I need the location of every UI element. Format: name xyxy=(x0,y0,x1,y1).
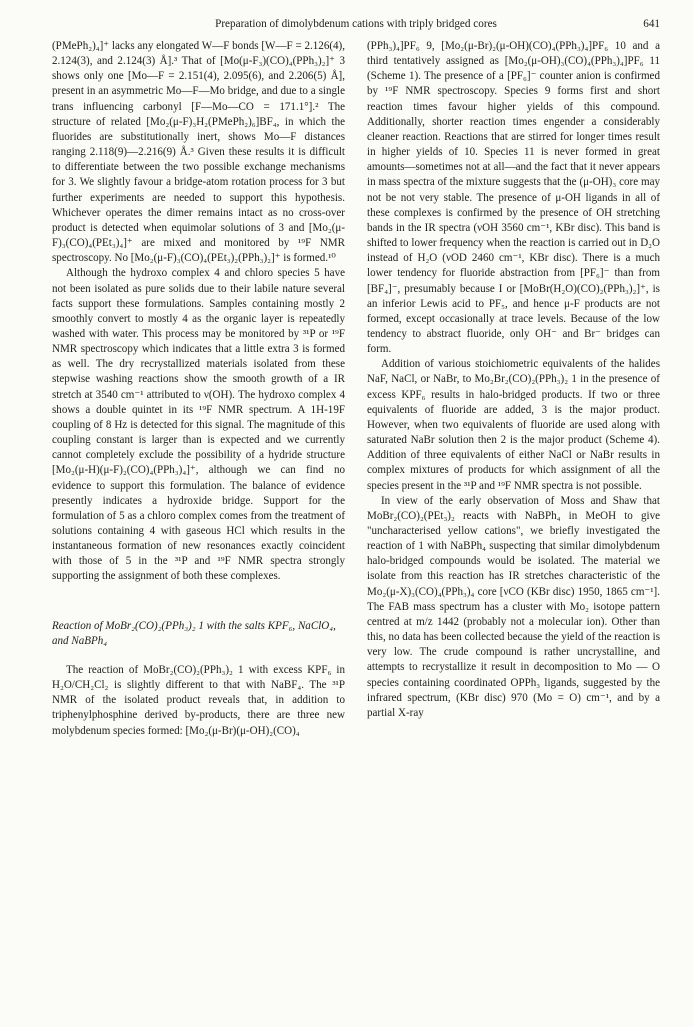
paragraph: (PPh₃)₄]PF₆ 9, [Mo₂(μ-Br)₂(μ-OH)(CO)₄(PPh₃)₄]PF₆ 10 and a third tentatively assigned as [Mo₂(μ-OH)₃(CO)₄(PPh₃)₄]PF₆ 11 (Scheme 1). The presence of a [PF₆]⁻ counter anion is confirmed by ¹⁹F NMR spectroscopy. Species 9 forms first and short reaction times favour higher yields of this compound. Additionally, shorter reaction times engender a considerably cleaner reaction. Reactions that are stirred for longer times result in higher yields of 10. Species 11 is never formed in great amounts—sometimes not at all—and the fact that it never appears in mass spectra of the mixture suggests that the (μ-OH)₃ core may not be not very stable. The presence of μ-OH ligands in all of these complexes is confirmed by the presence of OH stretching bands in the IR spectra (νOH 3560 cm⁻¹, KBr disc). This band is shifted to lower frequency when the reaction is carried out in D₂O instead of H₂O (νOD 2460 cm⁻¹, KBr disc). There is a much lower tendency for fluoride abstraction from [PF₆]⁻ than from [BF₄]⁻, presumably because I or [MoBr(H₂O)(CO)₂(PPh₃)₂]⁺, is an inferior Lewis acid to PF₅, and hence μ-F products are not formed, except occasionally at trace levels. Because of the low tendency to abstract fluoride, only OH⁻ and Br⁻ bridges can form. xyxy=(367,40,660,356)
paragraph: (PMePh₂)₄]⁺ lacks any elongated W—F bonds [W—F = 2.126(4), 2.124(3), and 2.124(3) Å].³ That of [Mo(μ-F₃)(CO)₄(PPh₃)₂]⁺ 3 shows only one [Mo—F = 2.151(4), 2.095(6), and 2.206(5) Å], present in an asymmetric Mo—F—Mo bridge, and due to a single trans influencing carbonyl [F—Mo—CO = 171.1°].² The structure of related [Mo₂(μ-F)₃H₂(PMePh₂)₆]BF₄, in which the fluorides are substitutionally inert, shows Mo—F distances ranging 2.118(9)—2.216(9) Å.³ Given these results it is difficult to differentiate between the two possible exchange mechanisms for 3. We slightly favour a bridge-atom rotation process for 3 but further experiments are needed to support this hypothesis. Whichever operates the dimer remains intact as no cross-over product is detected when equimolar solutions of 3 and [Mo₂(μ-F)₃(CO)₄(PEt₃)₄]⁺ are mixed and monitored by ¹⁹F NMR spectroscopy. No [Mo₂(μ-F)₃(CO)₄(PEt₃)₂(PPh₃)₂]⁺ is formed.¹⁰ xyxy=(52,40,345,265)
page-header xyxy=(52,16,660,32)
paragraph: The reaction of MoBr₂(CO)₂(PPh₃)₂ 1 with excess KPF₆ in H₂O/CH₂Cl₂ is slightly different to that with NaBF₄. The ³¹P NMR of the isolated product reveals that, in addition to triphenylphosphine derived by-products, there are three new molybdenum species formed: [Mo₂(μ-Br)(μ-OH)₂(CO)₄ xyxy=(52,663,345,737)
section-heading: Reaction of MoBr₂(CO)₂(PPh₃)₂ 1 with the salts KPF₆, NaClO₄, and NaBPh₄ xyxy=(52,619,336,647)
right-column xyxy=(367,39,660,721)
paragraph: Although the hydroxo complex 4 and chloro species 5 have not been isolated as pure solids due to their labile nature several facts support these formulations. Samples containing mostly 2 smoothly convert to mostly 4 as the organic layer is repeatedly washed with water. This process may be monitored by ³¹P or ¹⁹F NMR spectroscopy which indicates that a little extra 3 is formed as well. The dry recrystallized materials isolated from these stepwise washing reactions show the smooth growth of a IR stretch at 3540 cm⁻¹ attributed to ν(OH). The hydroxo complex 4 shows a double quintet in its ¹⁹F NMR spectrum. A 1H-19F coupling of 8 Hz is detected for this signal. The magnitude of this coupling constant is larger than is expected and we currently cannot completely exclude the possibility of a hydride structure [Mo₂(μ-H)(μ-F)₂(CO)₄(PPh₃)₄]⁺, although we can find no evidence to support this formulation. The balance of evidence presently indicates a hydroxide bridge. Support for the formulation of 5 as a chloro complex comes from the treatment of solutions containing 4 with gaseous HCl which results in the instantaneous formation of new resonances exactly coincident with those of 5 in the ³¹P and ¹⁹F NMR spectra strongly supporting the assignment of both these complexes. xyxy=(52,267,345,583)
running-title: Preparation of dimolybdenum cations with triply bridged cores xyxy=(215,18,497,30)
paragraph: In view of the early observation of Moss and Shaw that MoBr₂(CO)₂(PEt₃)₂ reacts with NaBPh₄ in MeOH to give "uncharacterised yellow cations", we briefly investigated the reaction of 1 with NaBPh₄ suspecting that similar dimolybdenum halo-bridged compounds would be isolated. The material we isolate from this reaction has IR stretches characteristic of the Mo₂(μ-X)₃(CO)₄(PPh₃)₄ core [νCO (KBr disc) 1950, 1865 cm⁻¹]. The FAB mass spectrum has a cluster with Mo₂ isotope pattern centred at m/z 1442 (probably not a molecular ion). Other than this, no data has been collected because the yield of the reaction is very low. The crude compound is rather uncrystalline, and attempts to recrystallize it result in decomposition to Mo — O species containing coordinated OPPh₃ ligands, suggested by the infrared spectrum, (KBr disc) 970 (Mo = O) cm⁻¹, and by a partial X-ray xyxy=(367,494,660,719)
paragraph: Addition of various stoichiometric equivalents of the halides NaF, NaCl, or NaBr, to Mo₂Br₂(CO)₂(PPh₃)₂ 1 in the presence of excess KPF₆ results in halo-bridged products. If two or three equivalents of fluoride are added, 3 is the major product. However, when two equivalents of fluoride are used along with saturated NaBr solution then 2 is the major product (Scheme 4). Addition of three equivalents of either NaCl or NaBr results in complex mixtures of products for which assignment of all the species present in the ³¹P and ¹⁹F NMR spectra is not possible. xyxy=(367,358,660,492)
page-number: 641 xyxy=(643,18,660,30)
left-column xyxy=(52,39,345,739)
